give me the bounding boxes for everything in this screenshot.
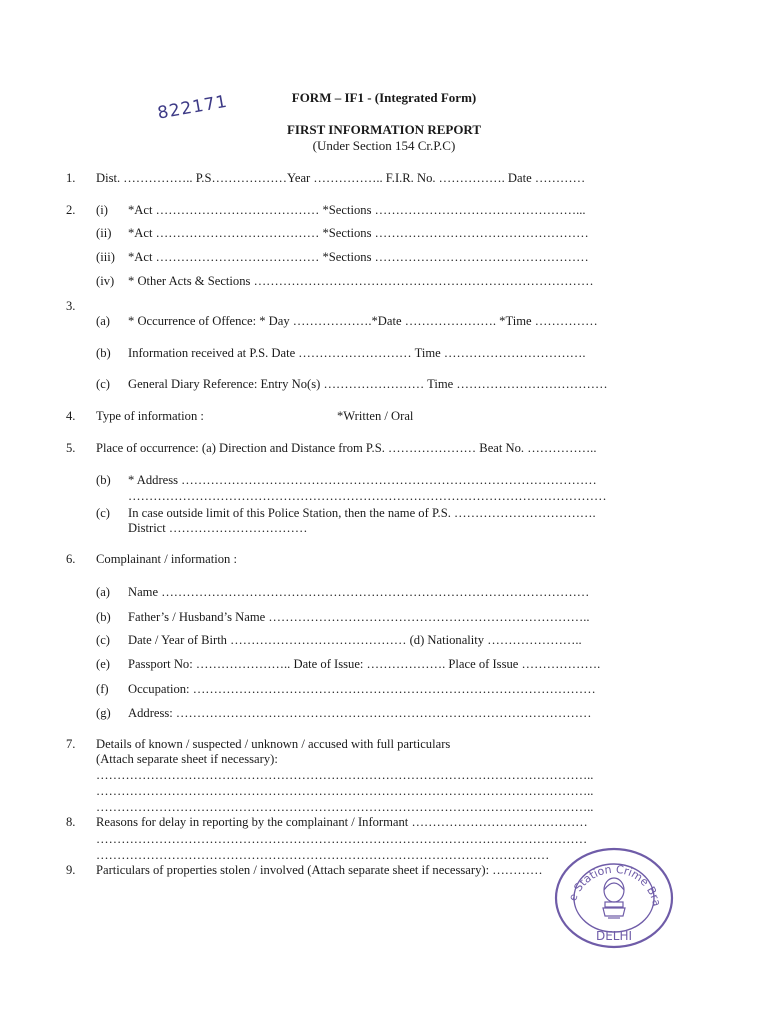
- form-title: FORM – IF1 - (Integrated Form): [291, 90, 477, 105]
- stamp-ring-text: e Station Crime Bra: [566, 862, 664, 908]
- item-8-dots-1: ………………………………………………………………………………………………………: [96, 832, 588, 846]
- item-9-text: Particulars of properties stolen / involved (Attach separate sheet if necessary): …………: [96, 863, 543, 877]
- item-5c-label: (c): [96, 506, 110, 520]
- report-subtitle: (Under Section 154 Cr.P.C): [312, 138, 456, 153]
- item-2i-label: (i): [96, 203, 108, 217]
- report-title: FIRST INFORMATION REPORT: [286, 122, 482, 137]
- item-2ii-text: *Act ………………………………… *Sections ……………………………………………: [128, 226, 589, 240]
- item-3c-label: (c): [96, 377, 110, 391]
- item-6e-text: Passport No: ………………….. Date of Issue: ………………. Place of Issue ……………….: [128, 657, 601, 671]
- item-7-dots-1: ………………………………………………………………………………………………………..: [96, 768, 594, 782]
- item-2i-text: *Act ………………………………… *Sections …………………………………………...: [128, 203, 586, 217]
- item-6g-text: Address: ………………………………………………………………………………………: [128, 706, 592, 720]
- item-3-number: 3.: [66, 299, 76, 313]
- item-5-number: 5.: [66, 441, 76, 455]
- item-6-number: 6.: [66, 552, 76, 566]
- item-3c-text: General Diary Reference: Entry No(s) …………………… Time ………………………………: [128, 377, 608, 391]
- item-8-number: 8.: [66, 815, 76, 829]
- item-7-line1: Details of known / suspected / unknown / accused with full particulars: [96, 737, 451, 751]
- item-2iv-label: (iv): [96, 274, 115, 288]
- item-6g-label: (g): [96, 706, 111, 720]
- item-6e-label: (e): [96, 657, 110, 671]
- item-4-value: *Written / Oral: [337, 409, 414, 423]
- item-7-dots-3: ………………………………………………………………………………………………………..: [96, 800, 594, 814]
- item-2iii-text: *Act ………………………………… *Sections ……………………………………………: [128, 250, 589, 264]
- emblem-icon: [553, 846, 675, 950]
- item-8-text: Reasons for delay in reporting by the complainant / Informant ……………………………………: [96, 815, 588, 829]
- item-2iv-text: * Other Acts & Sections ………………………………………………………………………: [128, 274, 594, 288]
- item-6b-text: Father’s / Husband’s Name …………………………………………………………………..: [128, 610, 590, 624]
- item-3b-text: Information received at P.S. Date ……………………… Time …………………………….: [128, 346, 586, 360]
- police-stamp: [553, 846, 675, 950]
- item-5c-line2: District ……………………………: [128, 521, 308, 535]
- item-2iii-label: (iii): [96, 250, 115, 264]
- item-3a-label: (a): [96, 314, 110, 328]
- item-7-number: 7.: [66, 737, 76, 751]
- item-6c-text: Date / Year of Birth …………………………………… (d) Nationality …………………..: [128, 633, 582, 647]
- item-4-number: 4.: [66, 409, 76, 423]
- item-2-number: 2.: [66, 203, 76, 217]
- item-1-text: Dist. …………….. P.S………………Year …………….. F.I.R. No. ……………. Date …………: [96, 171, 586, 185]
- item-1-number: 1.: [66, 171, 76, 185]
- item-6c-label: (c): [96, 633, 110, 647]
- handwritten-number: 822171: [156, 91, 230, 124]
- item-6-text: Complainant / information :: [96, 552, 237, 566]
- item-5b-line1: * Address ………………………………………………………………………………………: [128, 473, 597, 487]
- item-5-text: Place of occurrence: (a) Direction and Distance from P.S. ………………… Beat No. ……………..: [96, 441, 597, 455]
- item-6f-label: (f): [96, 682, 109, 696]
- item-6a-text: Name …………………………………………………………………………………………: [128, 585, 590, 599]
- stamp-city: DELHI: [595, 929, 633, 943]
- item-3a-text: * Occurrence of Offence: * Day ……………….*Date …………………. *Time ……………: [128, 314, 598, 328]
- item-2ii-label: (ii): [96, 226, 112, 240]
- item-6b-label: (b): [96, 610, 111, 624]
- item-5b-line2: ……………………………………………………………………………………………………: [128, 489, 607, 503]
- item-8-dots-2: ………………………………………………………………………………………………: [96, 848, 550, 862]
- item-9-number: 9.: [66, 863, 76, 877]
- item-5c-line1: In case outside limit of this Police Station, then the name of P.S. …………………………….: [128, 506, 596, 520]
- item-3b-label: (b): [96, 346, 111, 360]
- item-7-line2: (Attach separate sheet if necessary):: [96, 752, 278, 766]
- item-5b-label: (b): [96, 473, 111, 487]
- item-7-dots-2: ………………………………………………………………………………………………………..: [96, 784, 594, 798]
- item-6a-label: (a): [96, 585, 110, 599]
- item-4-label: Type of information :: [96, 409, 204, 423]
- item-6f-text: Occupation: ……………………………………………………………………………………: [128, 682, 596, 696]
